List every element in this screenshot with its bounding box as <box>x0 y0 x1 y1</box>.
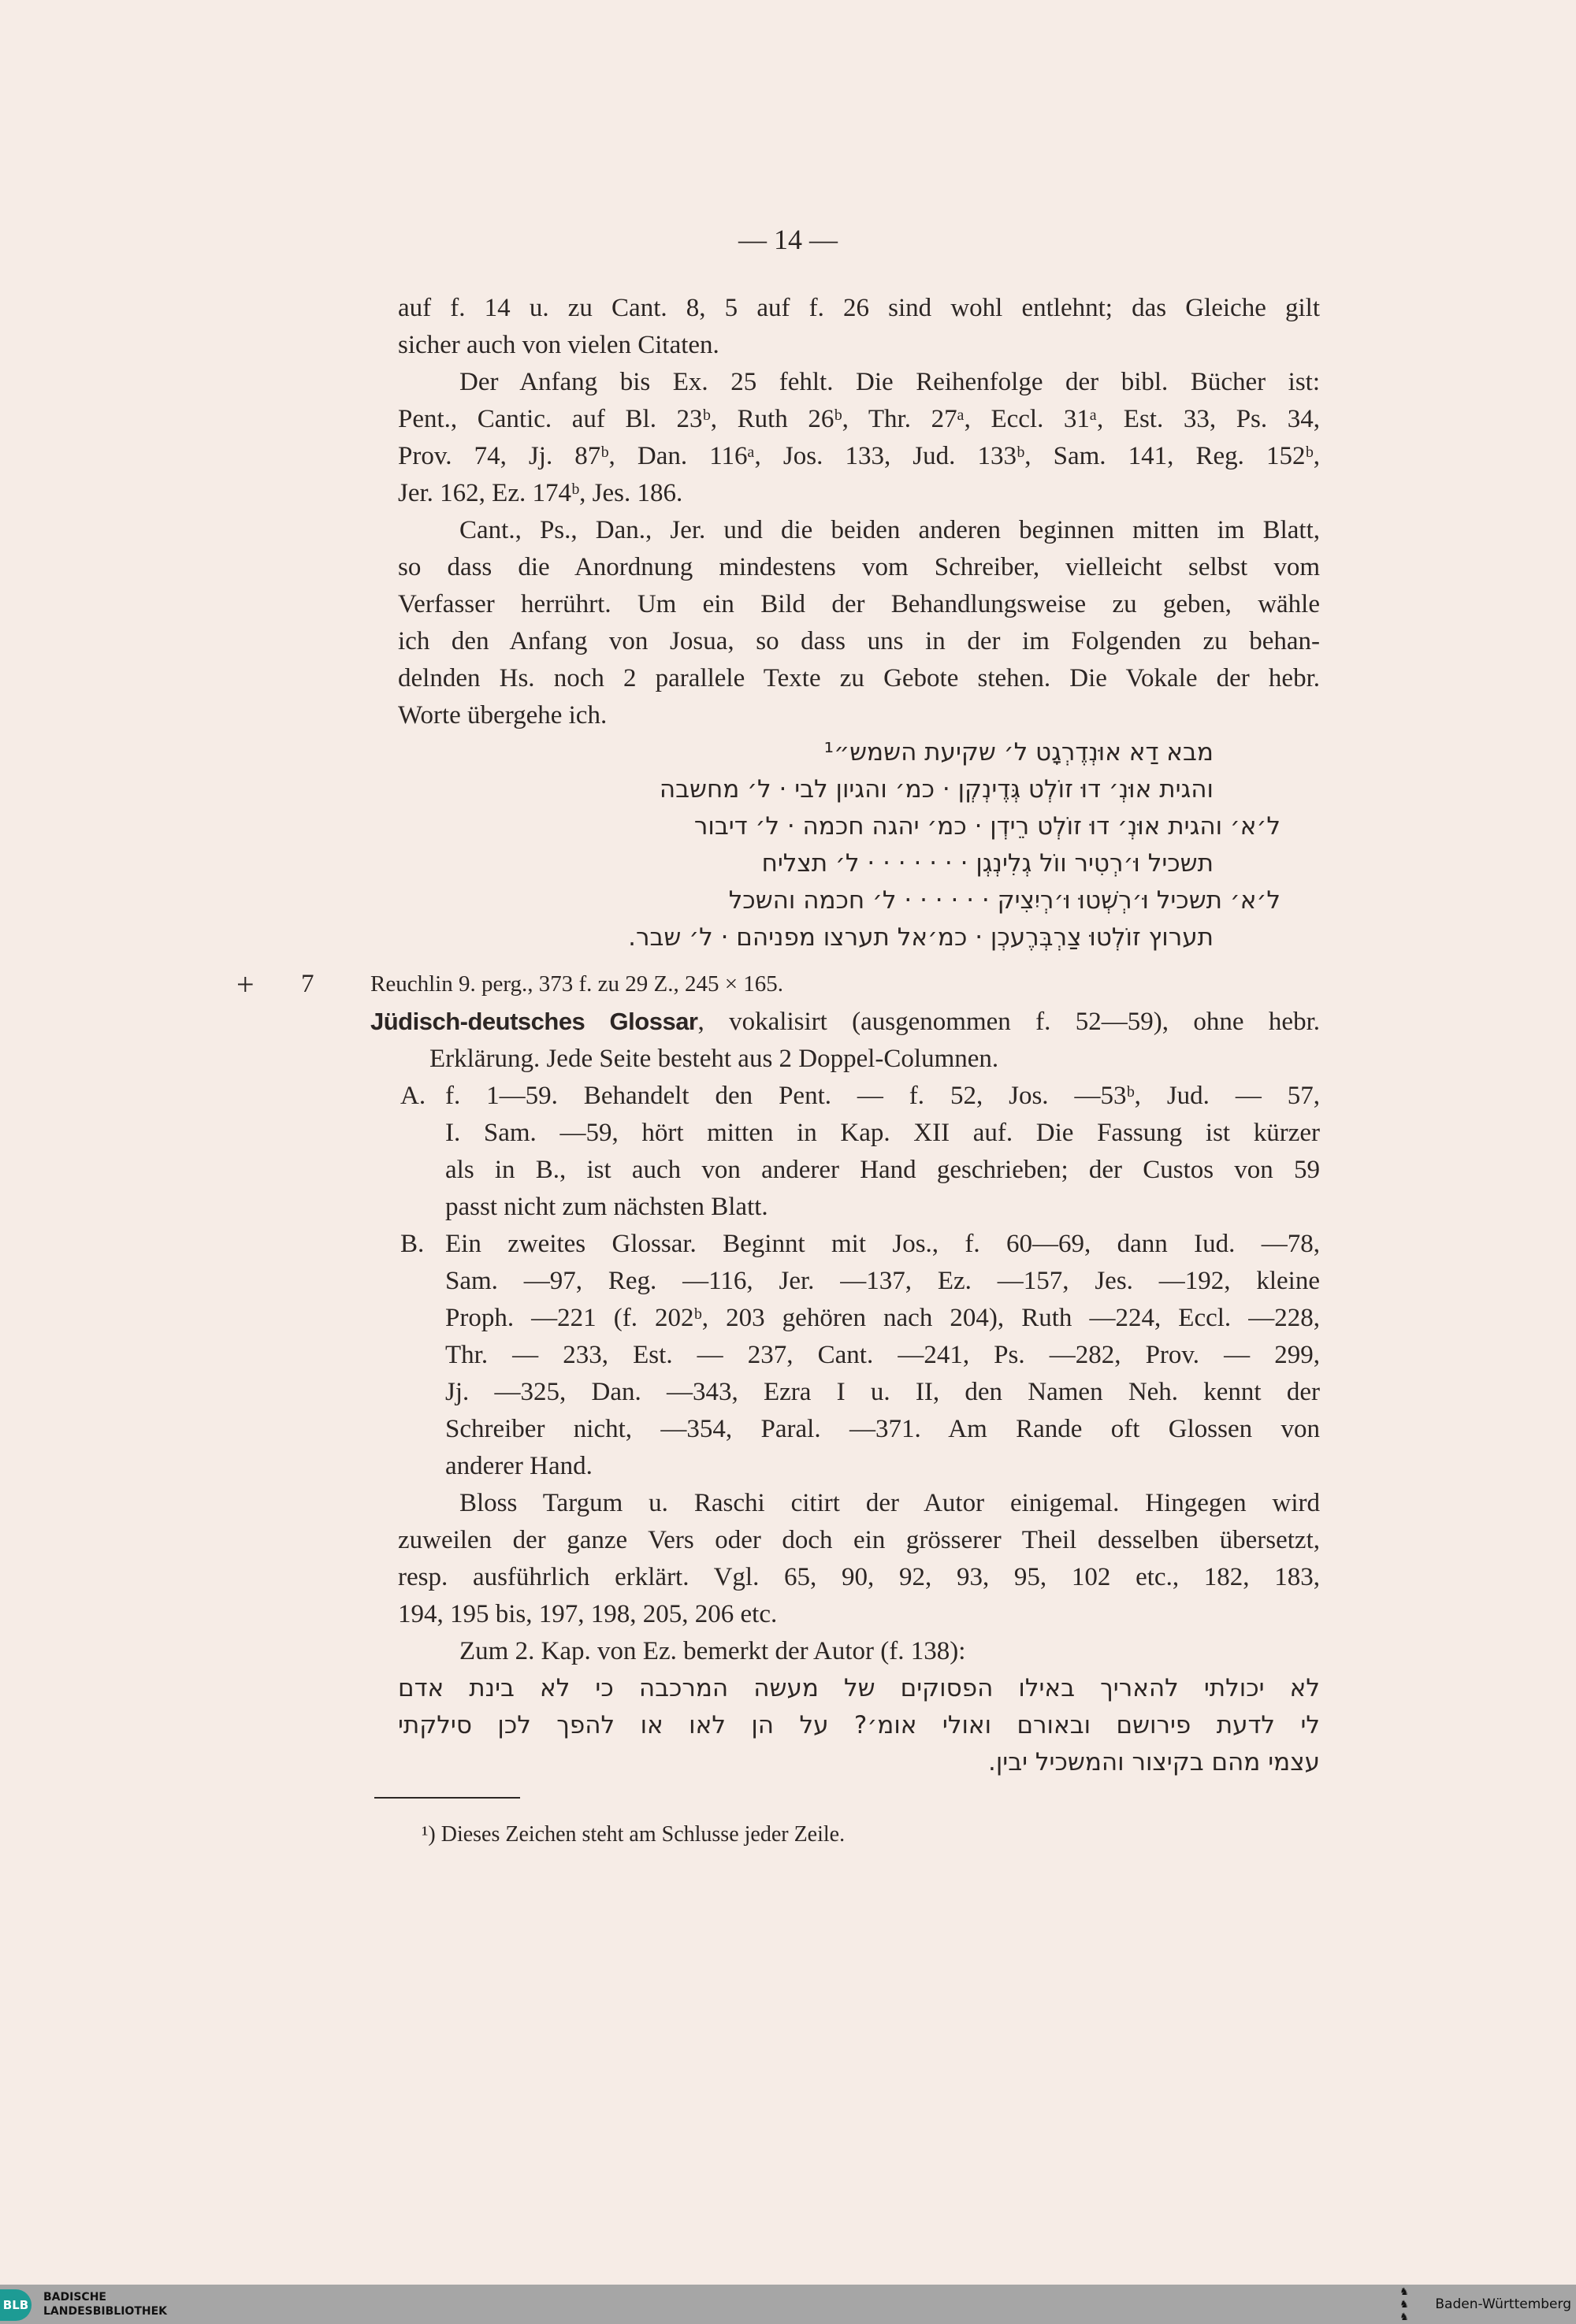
entry-title: Jüdisch-deutsches Glossar <box>370 1008 698 1035</box>
paragraph-5: Zum 2. Kap. von Ez. bemerkt der Autor (f. 138): <box>459 1637 966 1665</box>
entry-title-line <box>370 1003 1320 1041</box>
entry-marker: + <box>236 967 255 1002</box>
entry-header <box>236 966 1320 1003</box>
state-name[interactable]: Baden-Württemberg <box>1435 2296 1571 2312</box>
text-line: so dass die Anordnung mindestens vom Schreiber, vielleicht selbst vom <box>398 553 1320 581</box>
text-line: Sam. —97, Reg. —116, Jer. —137, Ez. —157, Jes. —192, kleine <box>445 1267 1320 1295</box>
paragraph-1 <box>398 290 1320 364</box>
gloss-line: ל׳א׳ תשכיל וּ׳רְשְׁטוּ וּ׳רְיִצִיק · · · · · · ל׳ חכמה והשכל <box>728 886 1280 915</box>
footnote: ¹) Dieses Zeichen steht am Schlusse jeder Zeile. <box>422 1822 846 1847</box>
text-line: Erklärung. Jede Seite besteht aus 2 Doppel-Columnen. <box>429 1045 999 1073</box>
text-line: zuweilen der ganze Vers oder doch ein grösserer Theil desselben übersetzt, <box>398 1526 1320 1554</box>
text-line: Ein zweites Glossar. Beginnt mit Jos., f. 60—69, dann Iud. —78, <box>445 1230 1320 1258</box>
section-a <box>398 1078 1320 1226</box>
page-body <box>236 290 1320 1853</box>
hebrew-glosses <box>398 734 1320 956</box>
gloss-line: תערוץ זוֹלְטוּ צַרְבְּרֶעכְן · כמ׳אל תערצו מפניהם · ל׳ שבר. <box>628 923 1214 952</box>
text-line: resp. ausführlich erklärt. Vgl. 65, 90, 92, 93, 95, 102 etc., 182, 183, <box>398 1563 1320 1591</box>
shelfmark: Reuchlin 9. perg., 373 f. zu 29 Z., 245 × 165. <box>370 971 784 997</box>
gloss-line: תשכיל וּ׳רְטִיר ווֹל גְלִינְגְן · · · · · · · ל׳ תצליח <box>761 849 1214 878</box>
text-line: als in B., ist auch von anderer Hand geschrieben; der Custos von 59 <box>445 1156 1320 1184</box>
text-line: Verfasser herrührt. Um ein Bild der Behandlungsweise zu geben, wähle <box>398 590 1320 618</box>
hebrew-quote <box>398 1670 1320 1781</box>
text-line: Proph. —221 (f. 202ᵇ, 203 gehören nach 204), Ruth —224, Eccl. —228, <box>445 1304 1320 1332</box>
library-name <box>43 2290 167 2318</box>
entry-title-rest: , vokalisirt (ausgenommen f. 52—59), ohne hebr. <box>697 1008 1320 1036</box>
text-line: auf f. 14 u. zu Cant. 8, 5 auf f. 26 sind wohl entlehnt; das Gleiche gilt <box>398 294 1320 322</box>
entry-number: 7 <box>301 970 314 998</box>
library-footer-bar <box>0 2285 1576 2324</box>
footnote-rule <box>374 1797 520 1799</box>
blb-logo-icon[interactable]: BLB <box>0 2289 32 2321</box>
text-line: Thr. — 233, Est. — 237, Cant. —241, Ps. —282, Prov. — 299, <box>445 1341 1320 1369</box>
text-line: Worte übergehe ich. <box>398 701 608 729</box>
quote-line: לא יכולתי להאריך באילו הפסוקים של מעשה המרכבה כי לא בינת אדם <box>398 1674 1320 1702</box>
library-name-line1: BADISCHE <box>43 2291 106 2304</box>
text-line: Prov. 74, Jj. 87ᵇ, Dan. 116ᵃ, Jos. 133, Jud. 133ᵇ, Sam. 141, Reg. 152ᵇ, <box>398 442 1320 470</box>
text-line: f. 1—59. Behandelt den Pent. — f. 52, Jos. —53ᵇ, Jud. — 57, <box>445 1082 1320 1110</box>
section-label: B. <box>400 1230 425 1258</box>
text-line: Jj. —325, Dan. —343, Ezra I u. II, den Namen Neh. kennt der <box>445 1378 1320 1406</box>
text-line: Pent., Cantic. auf Bl. 23ᵇ, Ruth 26ᵇ, Thr. 27ᵃ, Eccl. 31ᵃ, Est. 33, Ps. 34, <box>398 405 1320 433</box>
text-line: 194, 195 bis, 197, 198, 205, 206 etc. <box>398 1600 778 1628</box>
catalog-entry <box>236 966 1320 1781</box>
text-line: Der Anfang bis Ex. 25 fehlt. Die Reihenfolge der bibl. Bücher ist: <box>459 368 1320 396</box>
gloss-line: מבא דַא אוּנְדֶרְגָט ל׳ שקיעת השמש״¹ <box>823 738 1214 767</box>
text-line: Bloss Targum u. Raschi citirt der Autor einigemal. Hingegen wird <box>459 1489 1320 1517</box>
paragraph-2 <box>398 364 1320 512</box>
gloss-line: והגית אוּנְ׳ דוּ זוֹלְט גְּדֶינְקְן · כמ׳ והגיון לבי · ל׳ מחשבה <box>659 775 1214 804</box>
text-line: I. Sam. —59, hört mitten in Kap. XII auf. Die Fassung ist kürzer <box>445 1119 1320 1147</box>
text-line: delnden Hs. noch 2 parallele Texte zu Gebote stehen. Die Vokale der hebr. <box>398 664 1320 692</box>
library-name-line2: LANDESBIBLIOTHEK <box>43 2305 168 2318</box>
paragraph-4 <box>398 1485 1320 1633</box>
text-line: passt nicht zum nächsten Blatt. <box>445 1193 768 1221</box>
text-line: Cant., Ps., Dan., Jer. und die beiden anderen beginnen mitten im Blatt, <box>459 516 1320 544</box>
text-line: sicher auch von vielen Citaten. <box>398 331 719 359</box>
page-number: — 14 — <box>738 224 838 255</box>
text-line: ich den Anfang von Josua, so dass uns in der im Folgenden zu behan- <box>398 627 1320 655</box>
paragraph-3 <box>398 512 1320 734</box>
coat-of-arms-icon: ♞ ♞ ♞ <box>1399 2285 1409 2322</box>
quote-line: עצמי מהם בקיצור והמשכיל יבין. <box>987 1748 1320 1776</box>
section-label: A. <box>400 1082 426 1110</box>
section-b <box>398 1226 1320 1485</box>
gloss-line: ל׳א׳ והגית אוּנְ׳ דוּ זוֹלְט רֵידְן · כמ׳ יהגה חכמה · ל׳ דיבור <box>693 812 1280 841</box>
text-line: Jer. 162, Ez. 174ᵇ, Jes. 186. <box>398 479 683 507</box>
text-line: anderer Hand. <box>445 1452 593 1480</box>
quote-line: לי לדעת פירושם ובאורם ואולי אומ׳? על הן לאו או להפך לכן סילקתי <box>398 1711 1320 1739</box>
text-line: Schreiber nicht, —354, Paral. —371. Am Rande oft Glossen von <box>445 1415 1320 1443</box>
